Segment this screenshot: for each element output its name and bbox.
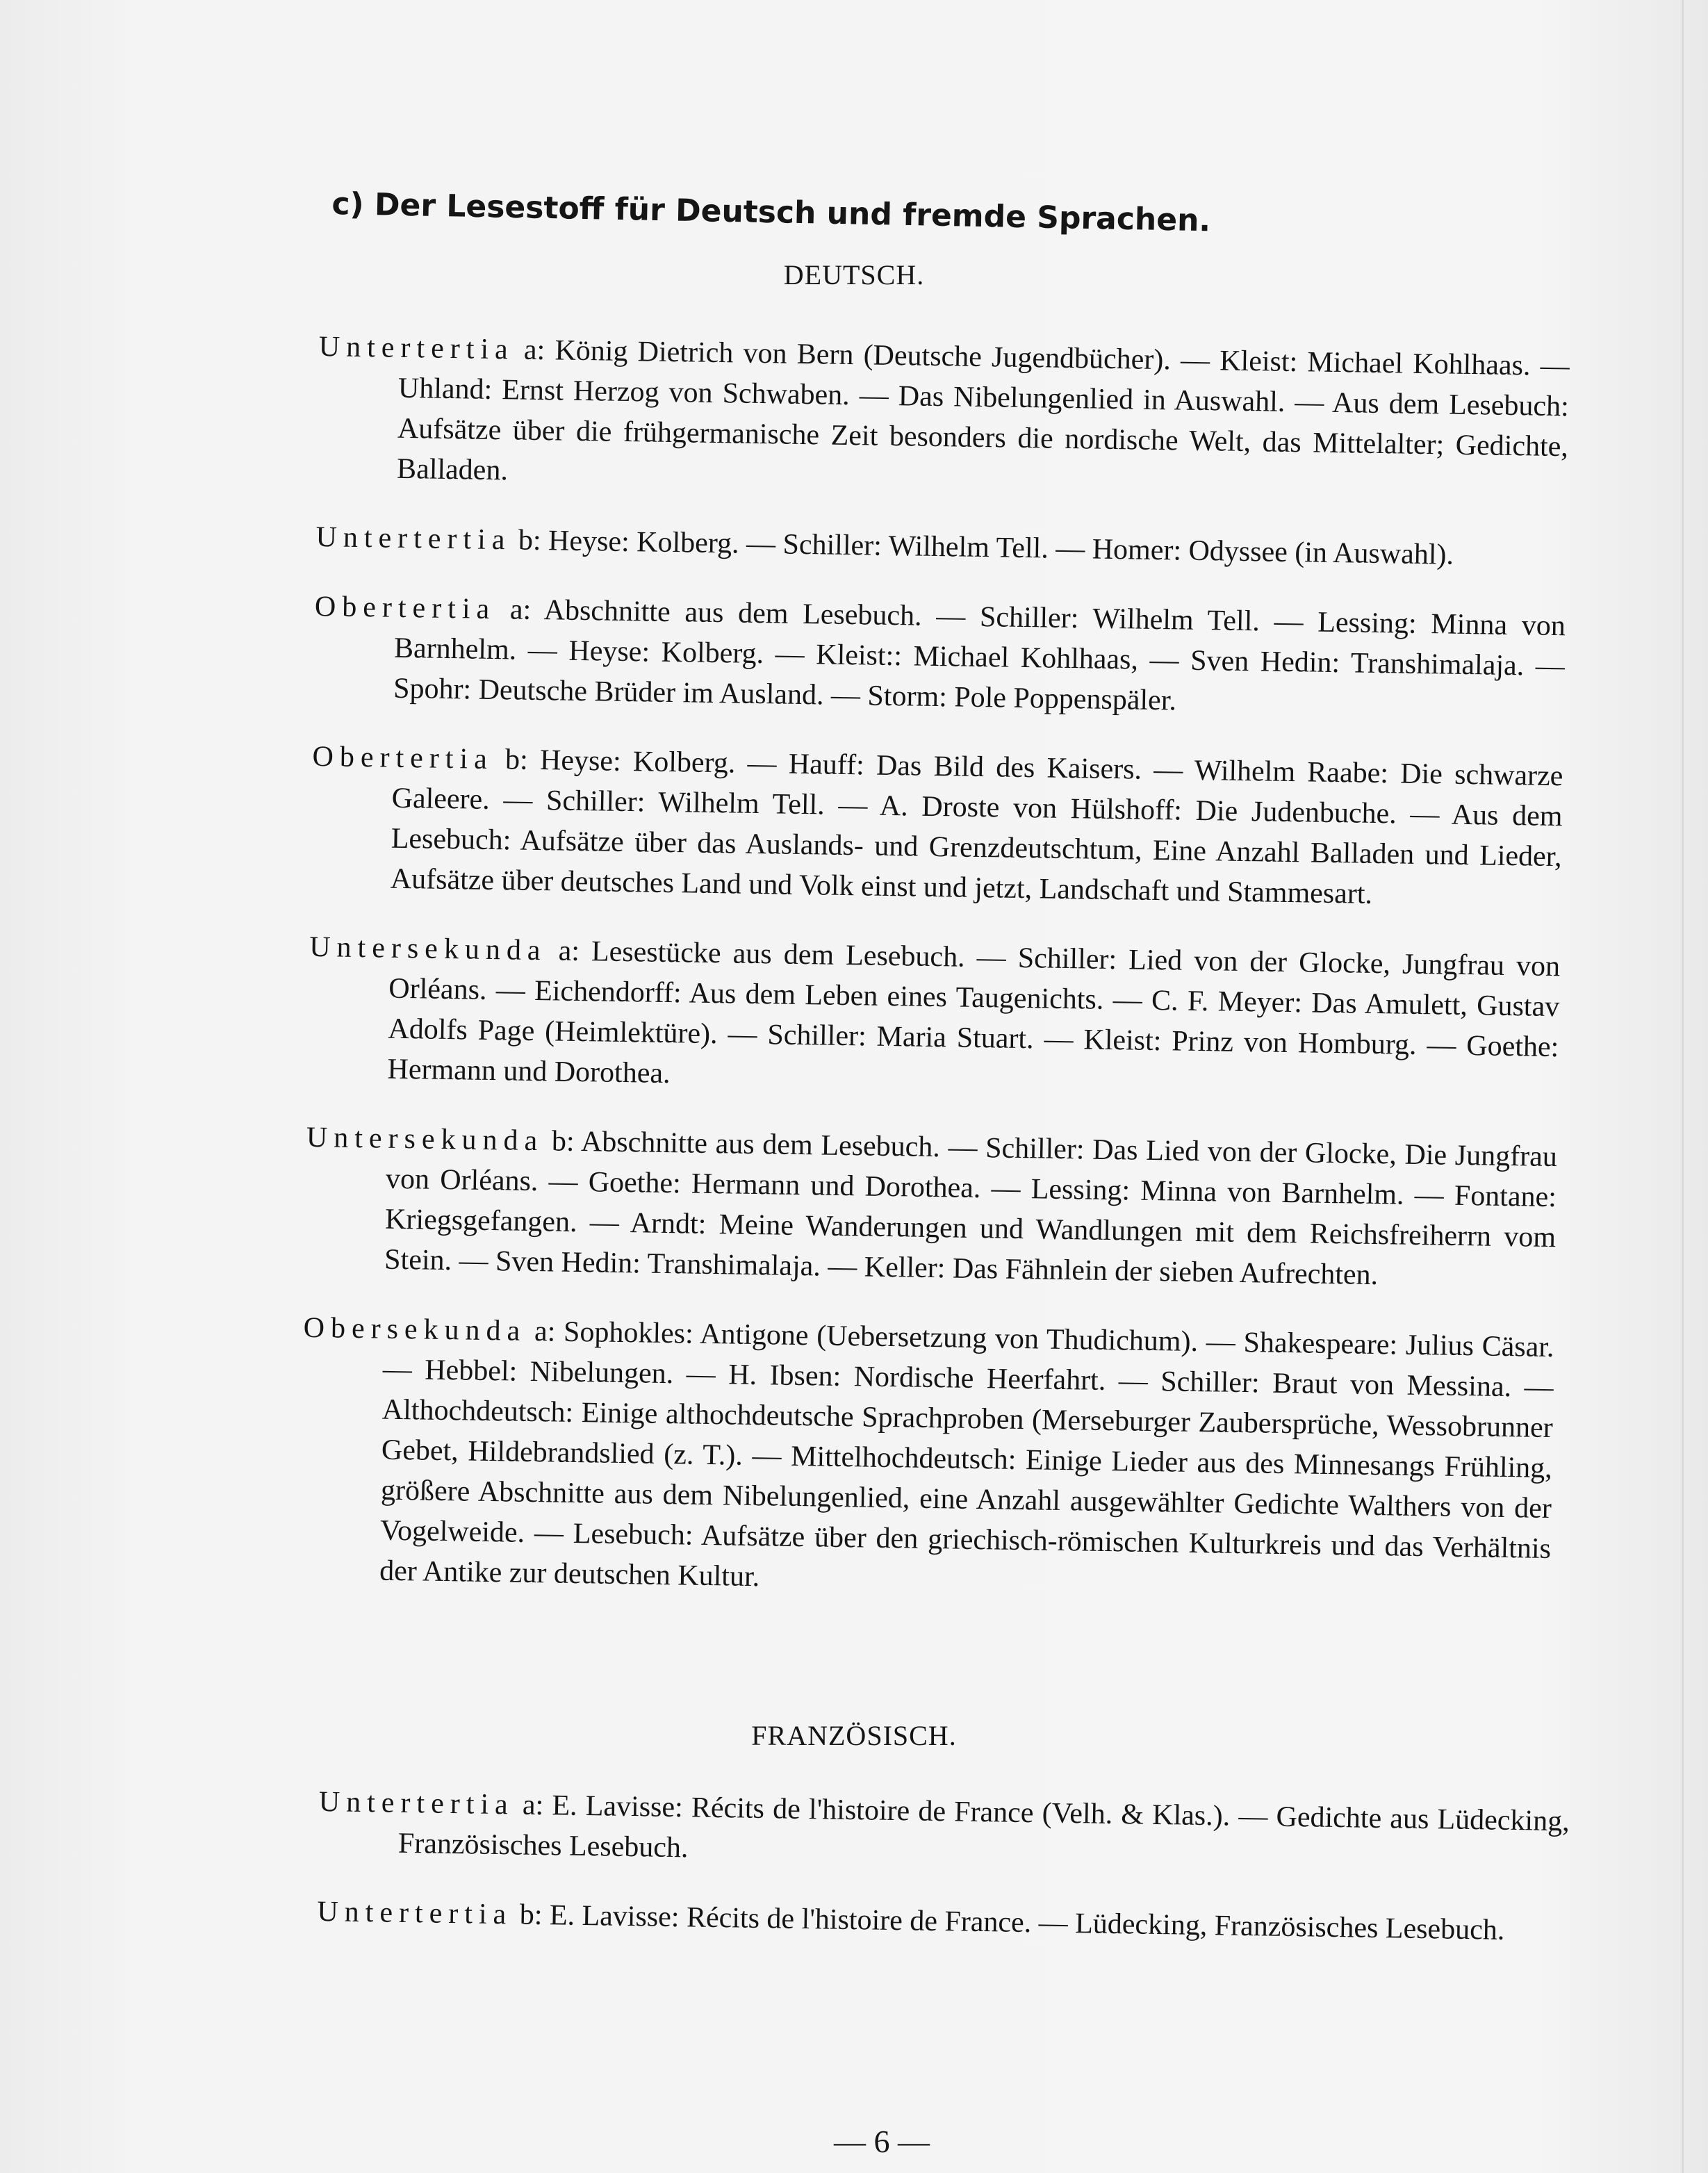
- entry-untersekunda-b: [304, 1117, 1557, 1298]
- entry-untertertia-b: [315, 517, 1567, 577]
- entry-text: b: Abschnitte aus dem Lesebuch. — Schiller: Das Lied von der Glocke, Die Jungfrau von Orléans. — Goethe: Hermann und Dorothea. — Lessing: Minna von Barnhelm. — Fontane: Kriegsgefangen. — Arndt: Meine Wanderungen und Wandlungen mit dem Reichsfreiherrn vom Stein. — Sven Hedin: Transhimalaja. — Keller: Das Fähnlein der sieben Aufrechten.: [384, 1125, 1558, 1292]
- entry-text: b: Heyse: Kolberg. — Schiller: Wilhelm Tell. — Homer: Odyssee (in Auswahl).: [511, 524, 1454, 571]
- entry-text: b: E. Lavisse: Récits de l'histoire de France. — Lüdecking, Französisches Lesebuch.: [511, 1899, 1505, 1946]
- page-number: — 6 —: [834, 2124, 930, 2159]
- section-title-franzoesisch: FRANZÖSISCH.: [751, 1720, 957, 1751]
- section-franzoesisch-entries: [317, 1753, 1570, 1965]
- entry-text: a: E. Lavisse: Récits de l'histoire de France (Velh. & Klas.). — Gedichte aus Lüdecking, Französisches Lesebuch.: [397, 1789, 1570, 1864]
- entry-obertertia-a: [313, 587, 1566, 727]
- entry-untertertia-a: [317, 327, 1570, 507]
- entry-text: a: König Dietrich von Bern (Deutsche Jugendbücher). — Kleist: Michael Kohlhaas. — Uhland: Ernst Herzog von Schwaben. — Das Nibelungenlied in Auswahl. — Aus dem Lesebuch: Aufsätze über die frühgermanische Zeit besonders die nordische Welt, das Mittelalter; Gedichte, Balladen.: [396, 334, 1570, 487]
- entry-label: Untersekunda: [309, 930, 547, 967]
- entry-label: Untertertia: [318, 1785, 515, 1821]
- entry-label: Untertertia: [318, 330, 515, 366]
- entry-label: Untertertia: [317, 1895, 513, 1931]
- entry-untertertia-a: [318, 1782, 1570, 1882]
- entry-text: a: Sophokles: Antigone (Uebersetzung von Thudichum). — Shakespeare: Julius Cäsar. — Hebbel: Nibelungen. — H. Ibsen: Nordische Heerfahrt. — Schiller: Braut von Messina. — Althochdeutsch: Einige althochdeutsche Sprachproben (Merseburger Zaubersprüche, Wessobrunner Gebet, Hildebrandslied (z. T.). — Mittelhochdeutsch: Einige Lieder aus des Minnesangs Frühling, größere Abschnitte aus dem Nibelungenlied, eine Anzahl ausgewählter Gedichte Walthers von der Vogelweide. — Lesebuch: Aufsätze über den griechisch-römischen Kulturkreis und das Verhältnis der Antike zur deutschen Kultur.: [379, 1315, 1554, 1593]
- page-fold: [1682, 0, 1684, 2173]
- entry-untertertia-b: [317, 1892, 1568, 1951]
- entry-untersekunda-a: [307, 927, 1560, 1108]
- section-deutsch-entries: [299, 297, 1570, 1623]
- entry-label: Untertertia: [315, 520, 511, 557]
- entry-label: Obertertia: [312, 740, 494, 776]
- entry-obertertia-b: [310, 737, 1563, 917]
- page-heading: c) Der Lesestoff für Deutsch und fremde Sprachen.: [331, 186, 1211, 239]
- entry-label: Untersekunda: [306, 1121, 544, 1158]
- entry-obersekunda-a: [299, 1308, 1554, 1609]
- entry-text: b: Heyse: Kolberg. — Hauff: Das Bild des Kaisers. — Wilhelm Raabe: Die schwarze Galeere. — Schiller: Wilhelm Tell. — A. Droste von Hülshoff: Die Judenbuche. — Aus dem Lesebuch: Aufsätze über das Auslands- und Grenzdeutschtum, Eine Anzahl Balladen und Lieder, Aufsätze über deutsches Land und Volk einst und jetzt, Landschaft und Stammesart.: [390, 744, 1563, 910]
- section-title-deutsch: DEUTSCH.: [783, 259, 925, 290]
- entry-label: Obersekunda: [303, 1311, 527, 1347]
- entry-text: a: Lesestücke aus dem Lesebuch. — Schiller: Lied von der Glocke, Jungfrau von Orléans. — Eichendorff: Aus dem Leben eines Taugenichts. — C. F. Meyer: Das Amulett, Gustav Adolfs Page (Heimlektüre). — Schiller: Maria Stuart. — Kleist: Prinz von Homburg. — Goethe: Hermann und Dorothea.: [387, 935, 1561, 1090]
- entry-text: a: Abschnitte aus dem Lesebuch. — Schiller: Wilhelm Tell. — Lessing: Minna von Barnhelm. — Heyse: Kolberg. — Kleist:: Michael Kohlhaas, — Sven Hedin: Transhimalaja. — Spohr: Deutsche Brüder im Ausland. — Storm: Pole Poppenspäler.: [393, 593, 1566, 717]
- entry-label: Obertertia: [314, 590, 496, 626]
